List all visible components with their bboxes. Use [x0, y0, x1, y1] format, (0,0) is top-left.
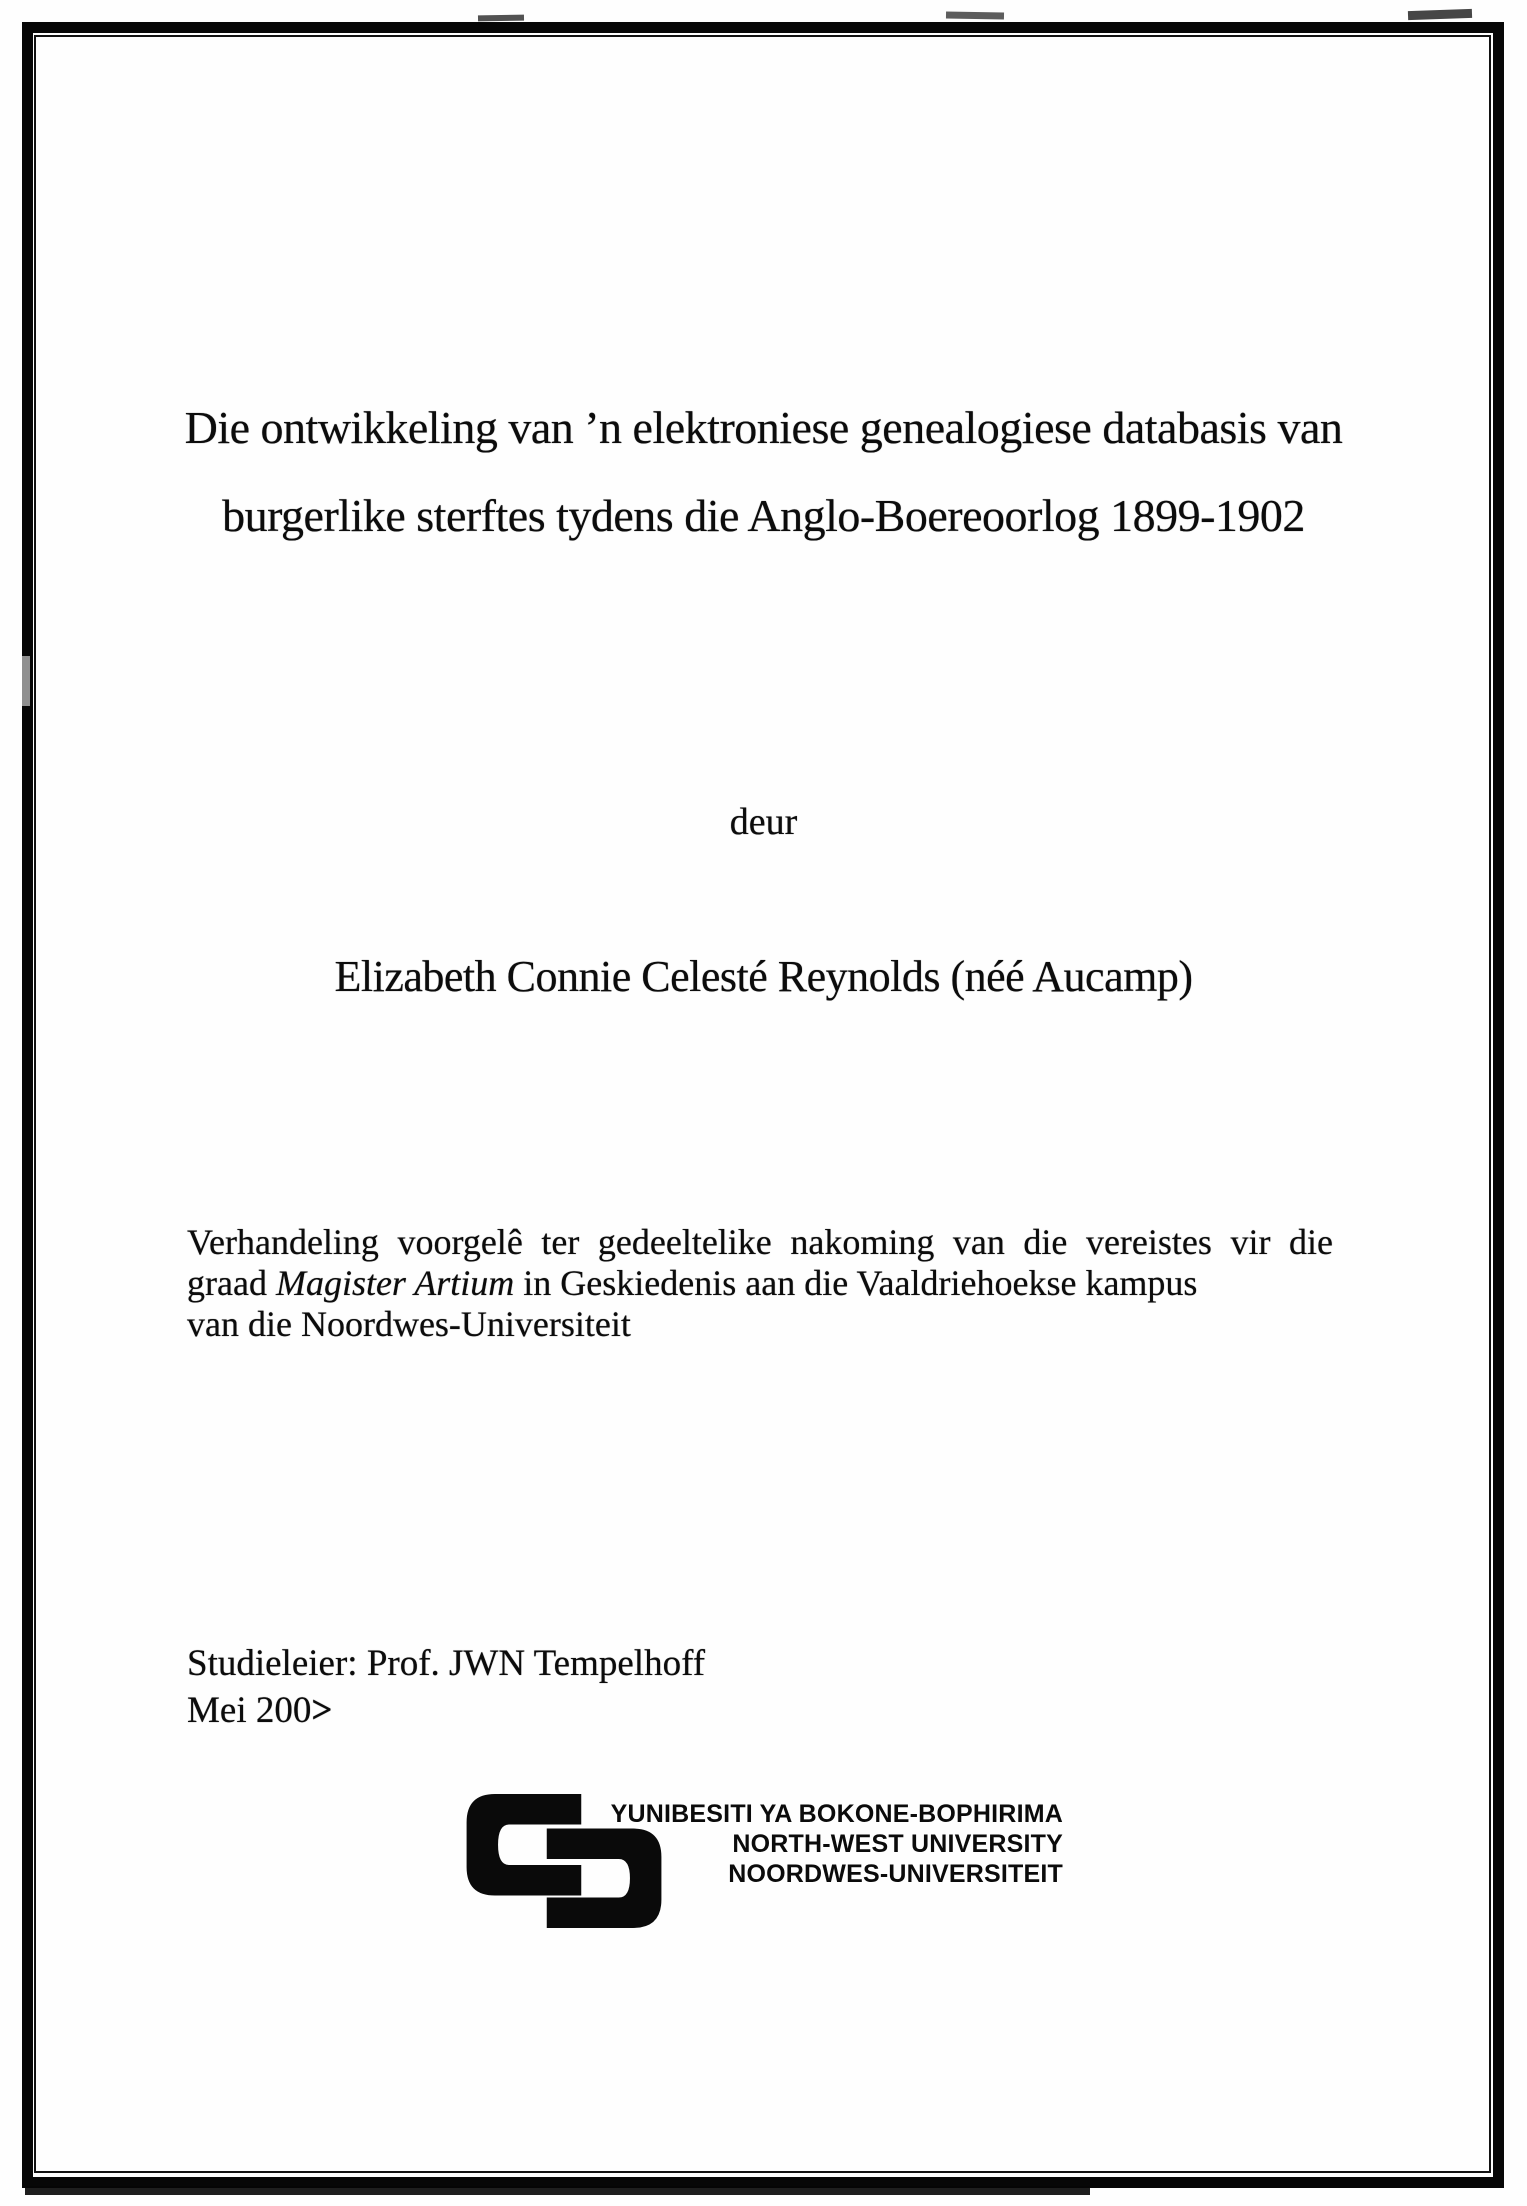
- thesis-statement: [187, 1222, 1333, 1345]
- byline-deur: deur: [729, 801, 798, 843]
- logo-line-afrikaans: NOORDWES-UNIVERSITEIT: [728, 1860, 1063, 1888]
- statement-line2-suffix: in Geskiedenis aan die Vaaldriehoekse kampus: [514, 1263, 1198, 1303]
- date-text: Mei 200: [187, 1690, 312, 1731]
- supervisor-line: Studieleier: Prof. JWN Tempelhoff: [187, 1643, 706, 1684]
- scan-artifact: [21, 656, 30, 706]
- date-line: [187, 1687, 705, 1734]
- logo-line-english: NORTH-WEST UNIVERSITY: [732, 1830, 1063, 1858]
- university-logo-text: [611, 1799, 1063, 1889]
- scan-artifact: [1408, 9, 1472, 20]
- scan-artifact: [478, 15, 524, 22]
- distorted-digit-glyph: >: [311, 1688, 333, 1733]
- thesis-title-line1: Die ontwikkeling van ’n elektroniese genealogiese databasis van: [184, 402, 1343, 453]
- scan-artifact: [25, 2186, 1090, 2195]
- scan-artifact: [946, 11, 1004, 19]
- thesis-statement-line3: van die Noordwes-Universiteit: [187, 1304, 631, 1344]
- thesis-statement-line1: Verhandeling voorgelê ter gedeeltelike nakoming van die vereistes vir die: [187, 1222, 1333, 1262]
- degree-name-italic: Magister Artium: [275, 1263, 515, 1303]
- supervisor-block: [187, 1640, 705, 1734]
- statement-line2-prefix: graad: [187, 1263, 276, 1303]
- thesis-statement-line2: [187, 1263, 1333, 1304]
- thesis-title: [90, 384, 1437, 560]
- author-name: Elizabeth Connie Celesté Reynolds (néé Aucamp): [334, 952, 1193, 1001]
- thesis-title-line2: burgerlike sterftes tydens die Anglo-Boereoorlog 1899-1902: [222, 490, 1305, 541]
- logo-line-setswana: YUNIBESITI YA BOKONE-BOPHIRIMA: [610, 1800, 1063, 1828]
